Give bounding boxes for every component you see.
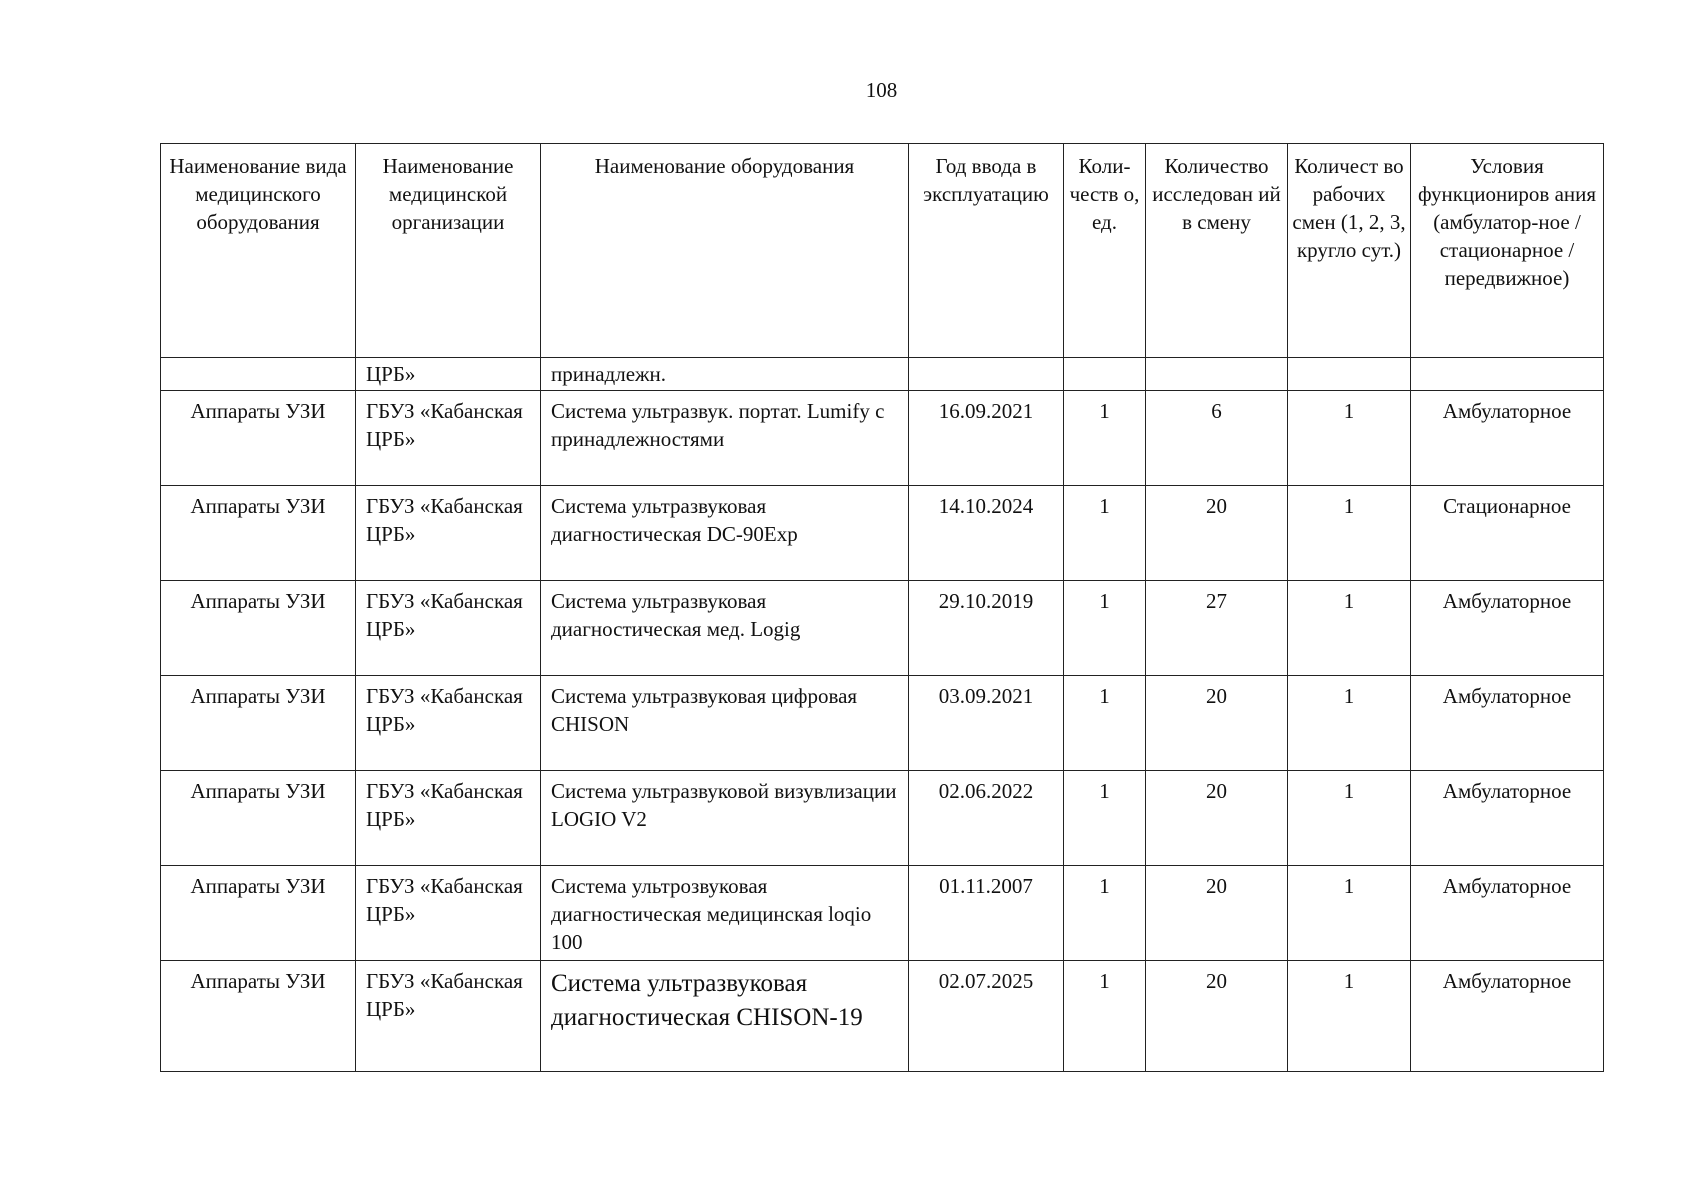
header-quantity: Коли-честв о, ед. [1064,144,1146,358]
cell-condition: Амбулаторное [1411,961,1604,1072]
cell-condition: Стационарное [1411,486,1604,581]
cell-name: Система ультразвуковая диагностическая DC-90Exp [541,486,909,581]
cell-qty: 1 [1064,676,1146,771]
cell-condition: Амбулаторное [1411,676,1604,771]
cell-date: 16.09.2021 [909,391,1064,486]
header-studies-per-shift: Количество исследован ий в смену [1146,144,1288,358]
cell-date: 14.10.2024 [909,486,1064,581]
cell-qty: 1 [1064,391,1146,486]
cell-type: Аппараты УЗИ [161,676,356,771]
cell-condition: Амбулаторное [1411,391,1604,486]
cell-type: Аппараты УЗИ [161,866,356,961]
cell-org: ГБУЗ «Кабанская ЦРБ» [356,486,541,581]
cell-studies: 20 [1146,486,1288,581]
continuation-row [161,358,1604,391]
table-row [161,581,1604,676]
header-conditions: Условия функциониров ания (амбулатор-ное / стационарное / передвижное) [1411,144,1604,358]
cell-studies: 20 [1146,961,1288,1072]
cell-condition: Амбулаторное [1411,581,1604,676]
cell-shifts: 1 [1288,486,1411,581]
cell-studies: 20 [1146,866,1288,961]
cell-shifts: 1 [1288,581,1411,676]
header-commission-year: Год ввода в эксплуатацию [909,144,1064,358]
cell-shifts: 1 [1288,676,1411,771]
cell-studies: 6 [1146,391,1288,486]
cell-type [161,358,356,391]
cell-org: ЦРБ» [356,358,541,391]
cell-date: 02.07.2025 [909,961,1064,1072]
cell-studies [1146,358,1288,391]
cell-qty: 1 [1064,961,1146,1072]
cell-type: Аппараты УЗИ [161,391,356,486]
cell-qty: 1 [1064,581,1146,676]
table-row [161,391,1604,486]
cell-studies: 20 [1146,771,1288,866]
cell-org: ГБУЗ «Кабанская ЦРБ» [356,581,541,676]
cell-date: 01.11.2007 [909,866,1064,961]
table-row [161,486,1604,581]
header-row [161,144,1604,358]
table-row [161,771,1604,866]
cell-date: 02.06.2022 [909,771,1064,866]
header-shift-count: Количест во рабочих смен (1, 2, 3, кругло сут.) [1288,144,1411,358]
cell-qty: 1 [1064,486,1146,581]
cell-date: 03.09.2021 [909,676,1064,771]
cell-org: ГБУЗ «Кабанская ЦРБ» [356,961,541,1072]
cell-qty: 1 [1064,866,1146,961]
cell-shifts: 1 [1288,391,1411,486]
cell-condition: Амбулаторное [1411,771,1604,866]
cell-type: Аппараты УЗИ [161,771,356,866]
page-number: 108 [865,78,898,102]
header-equipment-name: Наименование оборудования [541,144,909,358]
cell-name: Система ультразвук. портат. Lumify с принадлежностями [541,391,909,486]
cell-shifts [1288,358,1411,391]
cell-type: Аппараты УЗИ [161,961,356,1072]
cell-qty [1064,358,1146,391]
cell-name: Система ультразвуковой визувлизации LOGIO V2 [541,771,909,866]
table-row [161,961,1604,1072]
header-organization: Наименование медицинской организации [356,144,541,358]
cell-name: Система ультразвуковая цифровая CHISON [541,676,909,771]
cell-shifts: 1 [1288,866,1411,961]
cell-shifts: 1 [1288,771,1411,866]
cell-shifts: 1 [1288,961,1411,1072]
cell-studies: 27 [1146,581,1288,676]
cell-date [909,358,1064,391]
cell-org: ГБУЗ «Кабанская ЦРБ» [356,866,541,961]
header-equipment-type: Наименование вида медицинского оборудования [161,144,356,358]
cell-type: Аппараты УЗИ [161,486,356,581]
cell-condition: Амбулаторное [1411,866,1604,961]
table-row [161,676,1604,771]
cell-type: Аппараты УЗИ [161,581,356,676]
cell-org: ГБУЗ «Кабанская ЦРБ» [356,391,541,486]
cell-name: Система ультразвуковая диагностическая CHISON-19 [541,961,909,1072]
cell-condition [1411,358,1604,391]
cell-qty: 1 [1064,771,1146,866]
cell-studies: 20 [1146,676,1288,771]
cell-name: принадлежн. [541,358,909,391]
equipment-table [160,143,1604,1072]
cell-name: Система ультрозвуковая диагностическая медицинская loqio 100 [541,866,909,961]
cell-date: 29.10.2019 [909,581,1064,676]
table-row [161,866,1604,961]
cell-name: Система ультразвуковая диагностическая мед. Logig [541,581,909,676]
cell-org: ГБУЗ «Кабанская ЦРБ» [356,771,541,866]
cell-org: ГБУЗ «Кабанская ЦРБ» [356,676,541,771]
